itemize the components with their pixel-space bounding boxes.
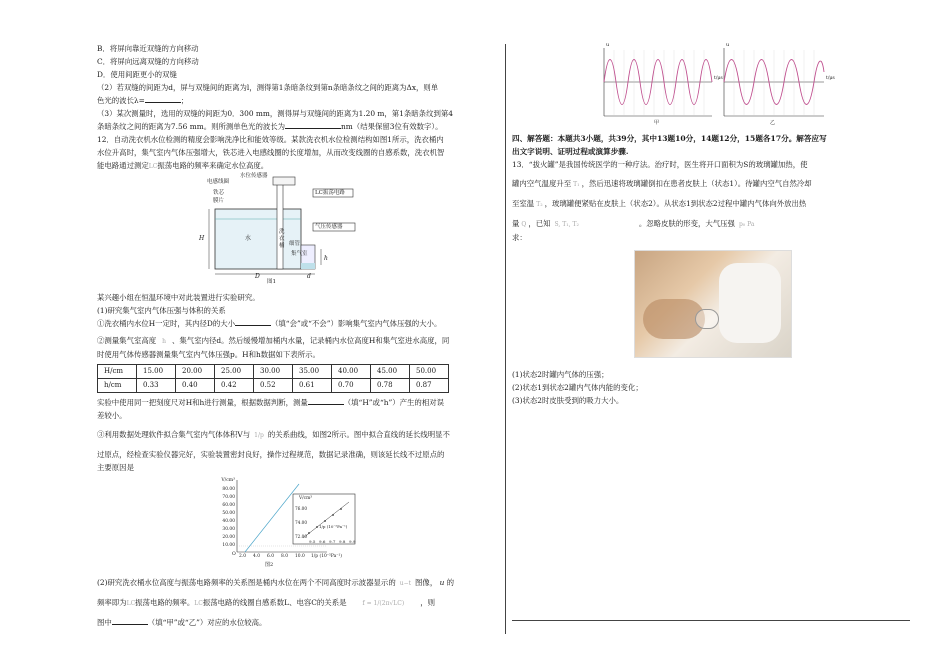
q11-part2-end: ；	[180, 96, 189, 105]
osc-axis-u: u	[726, 42, 730, 48]
chart-ytick: 20.00	[222, 535, 235, 540]
inset-ylabel: V/cm³	[299, 496, 313, 501]
table-cell: 0.52	[254, 379, 293, 393]
chart-ytick: 30.00	[222, 527, 235, 532]
osc-label-jia: 甲	[654, 120, 660, 126]
q11-part3-line1: （3）某次测量时，选用的双缝的间距为0．300 mm，测得屏与双缝间的距离为1.20 m，第1条暗条纹到第4	[97, 109, 453, 118]
q12-intro-line2: 水位升高时，集气室内气体压强增大，铁芯进入电感线圈的长度增加，从而改变线圈的自感系数，洗衣机智	[97, 148, 445, 157]
q12-part2-a-end: 图像，	[415, 578, 438, 587]
chart-xtick: 4.0	[253, 554, 260, 559]
table-row	[98, 379, 449, 393]
q12-part1-b	[97, 334, 497, 348]
label-water: 水	[245, 235, 252, 242]
t2-symbol: T₂	[536, 201, 543, 208]
chart-ytick: 10.00	[222, 543, 235, 548]
option-c: C．将屏向远离双缝的方向移动	[97, 57, 199, 66]
question-11-options	[97, 42, 497, 81]
q12-part1-d	[97, 396, 497, 409]
left-column	[97, 42, 497, 629]
q12-intro-text: 能电路通过测定	[97, 161, 149, 170]
q12-part1-a	[97, 317, 497, 330]
label-lc-circuit: LC振荡电路	[315, 190, 345, 196]
inset-xlabel: 1/p (10⁻⁵Pa⁻¹)	[319, 524, 348, 529]
answer-blank[interactable]	[145, 94, 181, 103]
q11-part2-text: 色光的波长λ=	[97, 96, 145, 105]
h-data-table	[97, 364, 449, 393]
lc-symbol: LC	[126, 600, 136, 607]
q12-part1-g: 过原点，经检查实验仪器完好，实验装置密封良好，操作过程规范，数据记录准确，则该延长线不过原点的	[97, 450, 445, 459]
q13-line3-end: ，玻璃罐便紧贴在皮肤上（状态2）。从状态1到状态2过程中罐内气体向外放出热	[544, 199, 807, 208]
q12-part1-e: 差较小。	[97, 411, 127, 420]
table-cell: 50.00	[410, 365, 449, 379]
q13-sub2: (2)状态1到状态2罐内气体内能的变化；	[512, 383, 643, 392]
label-tube: 细管	[289, 241, 301, 247]
table-cell: 0.33	[137, 379, 176, 393]
q13-line3-text: 至室温	[512, 199, 535, 208]
q12-part1-a-end: （填“会”或“不会”）影响集气室内气体压强的大小。	[271, 319, 442, 328]
q12-part1-f-end: 的关系曲线，如图2所示。图中拟合直线的延长线明显不	[267, 430, 450, 439]
inset-xtick: 9.6	[319, 539, 326, 544]
column-divider	[505, 44, 506, 634]
inset-xtick: 9.9	[349, 539, 356, 544]
p0-value: p₀ Pa	[738, 221, 755, 228]
label-D: D	[255, 273, 260, 280]
label-coil: 电感线圈	[207, 179, 230, 185]
osc-axis-t: t/μs	[826, 76, 835, 81]
q11-part2-line2	[97, 94, 497, 107]
given-values: S, T₁, T₂	[554, 221, 579, 228]
option-d: D．使用间距更小的双缝	[97, 70, 177, 79]
q12-part2-b-text: 频率即为	[97, 598, 127, 607]
osc-label-yi: 乙	[770, 120, 776, 126]
q13-line4-mid2: 。忽略皮肤的形变，大气压强	[638, 219, 735, 228]
figure-2	[97, 478, 497, 570]
q13-line2-end: ，然后迅速将玻璃罐倒扣在患者皮肤上（状态1）。待罐内空气自然冷却	[581, 179, 812, 188]
q12-part1-h: 主要原因是	[97, 463, 134, 472]
ut-symbol: u−t	[399, 580, 412, 587]
osc-axis-t: t/μs	[714, 76, 723, 81]
lc-symbol: LC	[194, 600, 203, 607]
q11-part3-text: 条暗条纹之间的距离为7.56 mm。则所测单色光的波长为	[97, 122, 286, 131]
chart-xtick: 2.0	[239, 554, 246, 559]
q13-line3	[512, 197, 912, 211]
table-cell: 20.00	[176, 365, 215, 379]
chart-xlabel: 1/p (10⁻⁵Pa⁻¹)	[311, 554, 343, 559]
chart-xtick: 6.0	[267, 554, 274, 559]
table-cell: 25.00	[215, 365, 254, 379]
q13-line4-mid: ，已知	[528, 219, 551, 228]
q13-line5: 求：	[512, 233, 527, 242]
chart-ytick: 60.00	[222, 503, 235, 508]
q12-part2-c	[97, 616, 497, 629]
table-row-label: h/cm	[98, 379, 137, 393]
inset-ytick: 72.00	[295, 534, 307, 539]
label-d: d	[307, 273, 311, 280]
table-cell: 15.00	[137, 365, 176, 379]
q12-intro-line3	[97, 159, 497, 173]
q12-part2-c-end: （填“甲”或“乙”）对应的水位较高。	[147, 618, 267, 627]
q12-part2-b-end: ，则	[420, 598, 436, 607]
answer-blank[interactable]	[112, 616, 148, 625]
q12-part1-d-text: 实验中使用同一把刻度尺对H和h进行测量，根据数据判断，测量	[97, 398, 308, 407]
label-chamber: 集气室	[291, 251, 308, 257]
chart-xtick: 8.0	[281, 554, 288, 559]
answer-blank[interactable]	[235, 317, 271, 326]
right-column	[512, 42, 912, 407]
q13-sub1: (1)状态2时罐内气体的压强；	[512, 370, 609, 379]
answer-blank[interactable]	[308, 396, 344, 405]
chart-ytick: 40.00	[222, 519, 235, 524]
q11-part2-line1: （2）若双缝的间距为d，屏与双缝间的距离为l，测得第1条暗条纹到第n条暗条纹之间的距离为Δx，则单	[97, 83, 439, 92]
q12-intro-end: 振荡电路的频率来确定水位高度。	[157, 161, 269, 170]
inset-ytick: 76.00	[295, 506, 307, 511]
chart-ytick: 80.00	[222, 487, 235, 492]
chart-xtick: 10.0	[295, 554, 305, 559]
osc-axis-u: u	[606, 42, 610, 48]
q11-part3-end: nm（结果保留3位有效数字）。	[341, 122, 443, 131]
label-h: h	[324, 255, 328, 262]
q12-part1-b-end: 、集气室内径d。然后缓慢增加桶内水量，记录桶内水位高度H和集气室进水高度，同	[172, 336, 450, 345]
q12-part1-f	[97, 428, 497, 442]
label-bucket: 洗衣桶	[279, 229, 285, 249]
table-row-label: H/cm	[98, 365, 137, 379]
washer-diagram	[205, 173, 405, 285]
table-cell: 40.00	[332, 365, 371, 379]
cupping-photo	[634, 250, 792, 358]
q12-part1-title: (1)研究集气室内气体压强与体积的关系	[97, 306, 226, 315]
q13-line2-text: 罐内空气温度升至	[512, 179, 572, 188]
label-diaphragm: 膜片	[213, 198, 225, 204]
option-b: B．将屏向靠近双缝的方向移动	[97, 44, 199, 53]
table-cell: 0.70	[332, 379, 371, 393]
inset-xtick: 9.7	[329, 539, 336, 544]
label-H: H	[199, 235, 205, 242]
figure-1	[97, 173, 497, 285]
inset-xtick: 9.5	[309, 539, 316, 544]
q12-part2-b-mid2: 振荡电路的线圈自感系数L、电容C的关系是	[202, 598, 347, 607]
table-row	[98, 365, 449, 379]
lc-symbol: LC	[148, 163, 158, 170]
q12-part2-b-mid: 振荡电路的频率。	[135, 598, 195, 607]
table-cell: 30.00	[254, 365, 293, 379]
bottom-rule	[512, 620, 910, 621]
table-cell: 45.00	[371, 365, 410, 379]
cupping-photo-area	[512, 250, 912, 368]
chart-ytick: 70.00	[222, 495, 235, 500]
t1-symbol: T₁	[573, 181, 580, 188]
label-water-sensor: 水位传感器	[240, 173, 268, 179]
q12-part1-a-text: ①洗衣桶内水位H一定时，其内径D的大小	[97, 319, 236, 328]
table-cell: 0.40	[176, 379, 215, 393]
q13-sub3: (3)状态2时皮肤受到的吸力大小。	[512, 396, 624, 405]
q12-part2-a: (2)研究洗衣桶水位高度与振荡电路频率的关系图是桶内水位在两个不同高度时示波器显示的 u−t 图像， u 的	[97, 578, 455, 587]
table-cell: 35.00	[293, 365, 332, 379]
q12-part2-a-text: (2)研究洗衣桶水位高度与振荡电路频率的关系图是桶内水位在两个不同高度时示波器显示的	[97, 578, 396, 587]
section-4-heading-line2: 出文字说明、证明过程或演算步骤.	[512, 147, 629, 156]
q12-intro-line1: 12．自动洗衣机水位检测的精度会影响洗净比和能效等级。某款洗衣机水位检测结构如图1所示，洗衣桶内	[97, 135, 444, 144]
chart-origin: O	[232, 552, 236, 557]
q13-line4-text: 量	[512, 219, 520, 228]
chart-ytick: 50.00	[222, 511, 235, 516]
table-cell: 0.78	[371, 379, 410, 393]
inset-ytick: 74.00	[295, 520, 307, 525]
q12-part2-b	[97, 596, 497, 610]
q12-part1-f-text: ③利用数据处理软件拟合集气室内气体体积V与	[97, 430, 251, 439]
q13-line4	[512, 217, 912, 231]
oscilloscope-figures	[512, 42, 912, 132]
chart-ylabel: V/cm³	[221, 478, 235, 483]
q12-part1-d-end: （填“H”或“h”）产生的相对误	[343, 398, 444, 407]
frequency-formula: f = 1/(2π√LC)	[362, 600, 405, 607]
h-symbol: h	[162, 338, 167, 345]
table-cell: 0.87	[410, 379, 449, 393]
figure-2-caption: 图2	[265, 562, 274, 568]
q-value: Q	[521, 221, 527, 228]
table-cell: 0.61	[293, 379, 332, 393]
q12-part1-b-text: ②测量集气室高度	[97, 336, 157, 345]
label-pressure-sensor: 气压传感器	[315, 224, 343, 230]
inset-xtick: 9.8	[339, 539, 346, 544]
q11-part3-line2	[97, 120, 497, 133]
section-4-heading-line1: 四、解答题：本题共3小题，共39分，其中13题10分，14题12分，15题各17分。解答应写	[512, 134, 827, 143]
q12-part2-c-text: 图中	[97, 618, 112, 627]
q12-intro-line4: 某兴趣小组在恒温环境中对此装置进行实验研究。	[97, 293, 260, 302]
one-over-p-symbol: 1/p	[254, 432, 264, 439]
figure-1-caption: 图1	[267, 279, 276, 285]
q12-part1-c: 时使用气体传感器测量集气室内气体压强p。H和h数据如下表所示。	[97, 350, 320, 359]
q13-line2	[512, 177, 912, 191]
q13-line1: 13．“拔火罐”是我国传统医学的一种疗法。治疗时，医生将开口面积为S的玻璃罐加热，使	[512, 160, 808, 169]
answer-blank[interactable]	[285, 120, 341, 129]
label-iron-core: 铁芯	[213, 190, 225, 196]
oscilloscope-waves	[512, 42, 912, 132]
table-cell: 0.42	[215, 379, 254, 393]
